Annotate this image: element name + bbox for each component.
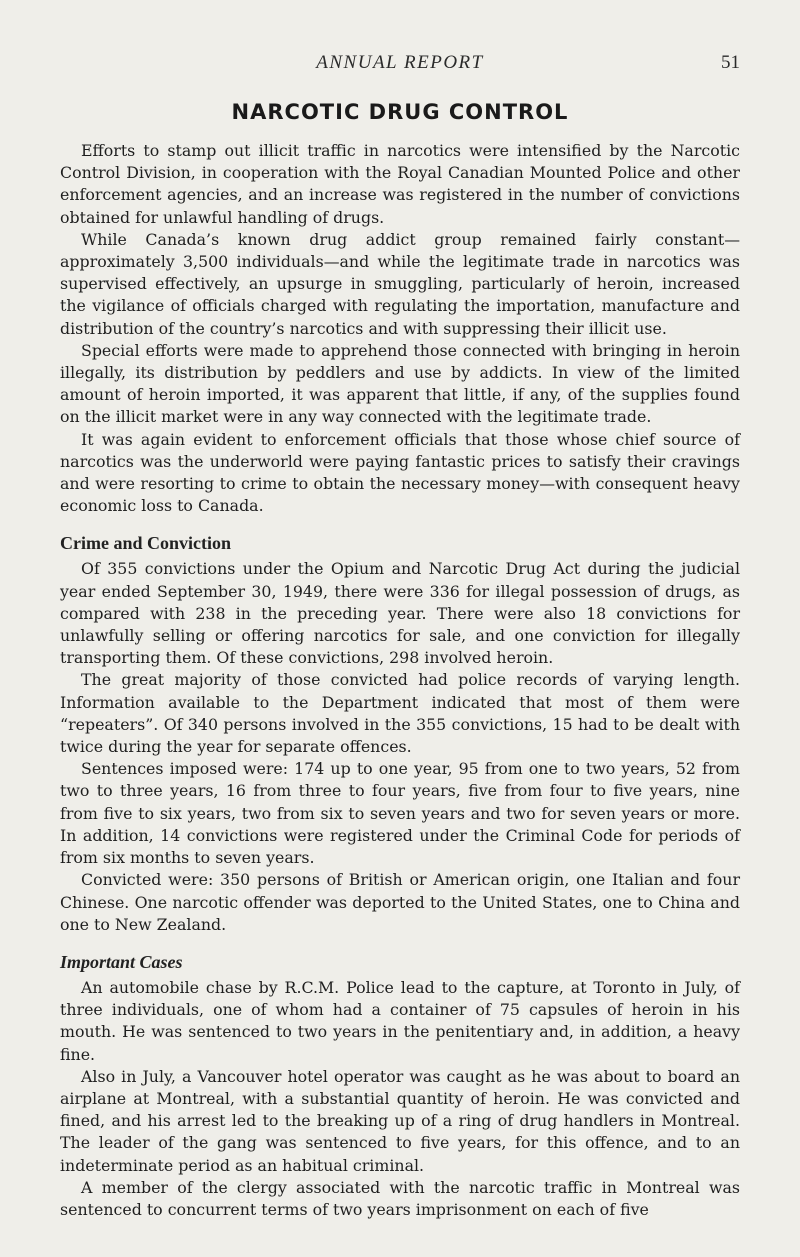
section-heading-cases: Important Cases — [60, 951, 183, 972]
paragraph: While Canada’s known drug addict group remained fairly constant— approximately 3,500 individuals—and while the legitimate trade in narcotics was supervised effectively, an upsurge in smuggling, particularly of heroin, increased the vigilance of officials charged with regulating the importation, manufacture and distribution of the country’s narcotics and with suppressing their illicit use. — [60, 229, 740, 338]
paragraph: Convicted were: 350 persons of British or American origin, one Italian and four Chinese. One narcotic offender was deported to the United States, one to China and one to New Zealand. — [60, 870, 740, 934]
page-number: 51 — [721, 52, 740, 73]
paragraph: Special efforts were made to apprehend those connected with bringing in heroin illegally, its distribution by peddlers and use by addicts. In view of the limited amount of heroin imported, it was apparent that little, if any, of the supplies found on the illicit market were in any way connected with the legitimate trade. — [60, 340, 740, 427]
section-heading-crime: Crime and Conviction — [60, 533, 231, 554]
paragraph: It was again evident to enforcement officials that those whose chief source of narcotics was the underworld were paying fantastic prices to satisfy their cravings and were resorting to crime to obtain the necessary money—with consequent heavy economic loss to Canada. — [60, 429, 740, 516]
paragraph: A member of the clergy associated with the narcotic traffic in Montreal was sentenced to concurrent terms of two years imprisonment on each of five — [60, 1177, 740, 1219]
paragraph: Sentences imposed were: 174 up to one year, 95 from one to two years, 52 from two to three years, 16 from three to four years, five from four to five years, nine from five to six years, two from six to seven years and two for seven years or more. In addition, 14 convictions were registered under the Criminal Code for periods of from six months to seven years. — [60, 759, 740, 868]
running-head — [60, 52, 740, 78]
paragraph: Also in July, a Vancouver hotel operator was caught as he was about to board an airplane at Montreal, with a substantial quantity of heroin. He was convicted and fined, and his arrest led to the breaking up of a ring of drug handlers in Montreal. The leader of the gang was sentenced to five years, for this offence, and to an indeterminate period as an habitual criminal. — [60, 1066, 740, 1175]
running-title: ANNUAL REPORT — [316, 52, 484, 73]
article-body — [60, 100, 740, 1221]
paragraph: Efforts to stamp out illicit traffic in narcotics were intensified by the Narcotic Control Division, in cooperation with the Royal Canadian Mounted Police and other enforcement agencies, and an increase was registered in the number of convictions obtained for unlawful handling of drugs. — [60, 141, 740, 227]
paragraph: Of 355 convictions under the Opium and Narcotic Drug Act during the judicial year ended September 30, 1949, there were 336 for illegal possession of drugs, as compared with 238 in the preceding year. There were also 18 convictions for unlawfully selling or offering narcotics for sale, and one conviction for illegally transporting them. Of these convictions, 298 involved heroin. — [60, 559, 740, 668]
paragraph: The great majority of those convicted had police records of varying length. Information available to the Department indicated that most of them were “repeaters”. Of 340 persons involved in the 355 convictions, 15 had to be dealt with twice during the year for separate offences. — [60, 670, 740, 757]
article-title: NARCOTIC DRUG CONTROL — [231, 100, 569, 124]
paragraph: An automobile chase by R.C.M. Police lead to the capture, at Toronto in July, of three individuals, one of whom had a container of 75 capsules of heroin in his mouth. He was sentenced to two years in the penitentiary and, in addition, a heavy fine. — [60, 977, 740, 1064]
